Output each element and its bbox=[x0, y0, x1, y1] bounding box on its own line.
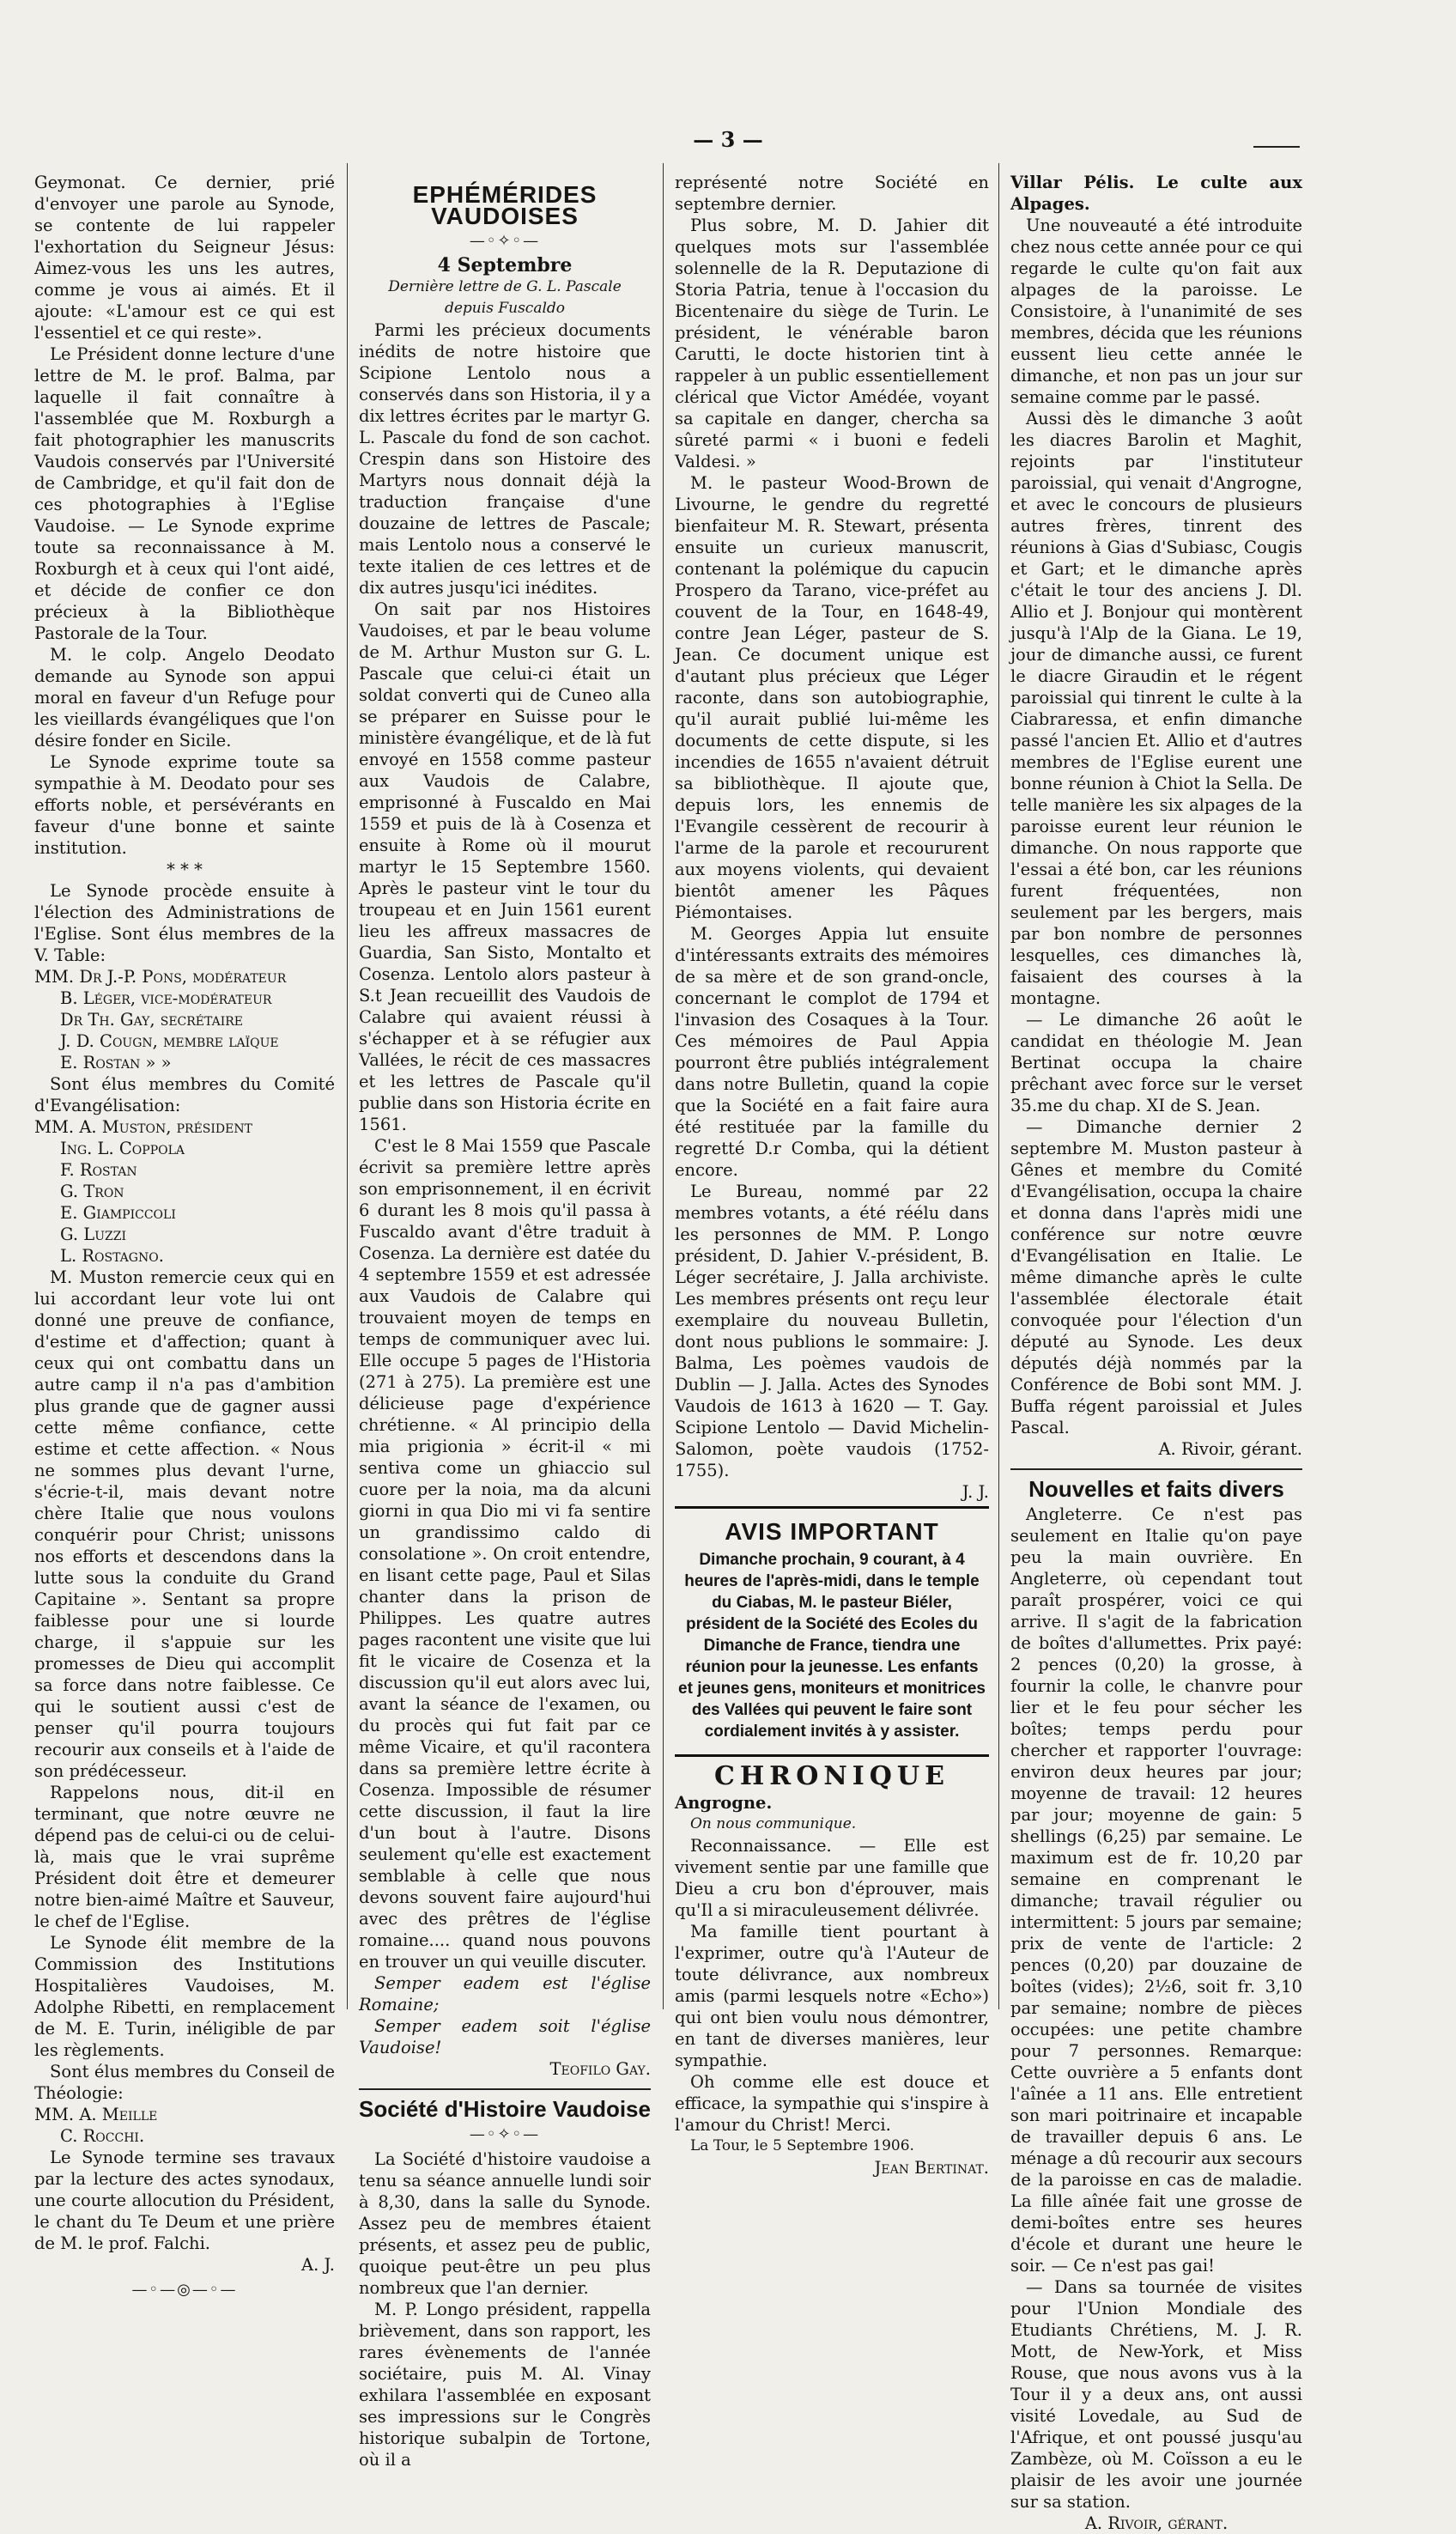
list-item: Dr Th. Gay, secrétaire bbox=[60, 1010, 244, 1030]
paragraph: Le Synode élit membre de la Commission des Institutions Hospitalières Vaudoises, M. Adolphe Ribetti, en remplacement de M. E. Turin, inéligible de par les règlements. bbox=[34, 1933, 335, 2060]
list-item: MM. A. Meille bbox=[34, 2105, 158, 2124]
list-item: C. Rocchi. bbox=[60, 2126, 145, 2146]
ornament-icon: —◦✧◦— bbox=[469, 232, 541, 250]
page-number: — 3 — bbox=[693, 127, 763, 152]
dateline: La Tour, le 5 Septembre 1906. bbox=[690, 2137, 914, 2154]
paragraph: Le Synode exprime toute sa sympathie à M. Deodato pour ses efforts noble, et persévérants en faveur d'une bonne et sainte institution. bbox=[34, 752, 335, 858]
signature: Jean Bertinat. bbox=[874, 2158, 989, 2178]
paragraph: Le Synode termine ses travaux par la lecture des actes synodaux, une courte allocution du Président, le chant du Te Deum et une prière de M. le prof. Falchi. bbox=[34, 2148, 335, 2253]
paragraph: Le Bureau, nommé par 22 membres votants, a été réélu dans les personnes de MM. P. Longo président, D. Jahier V.-président, B. Léger secrétaire, J. Jalla archiviste. Les membres présents ont reçu leur exemplaire du nouveau Bulletin, dont nous publions le sommaire: J. Balma, Les poèmes vaudois de Dublin — J. Jalla. Actes des Synodes Vaudois de 1613 à 1620 — T. Gay. Scipione Lentolo — David Michelin-Salomon, poète vaudois (1752-1755). bbox=[675, 1182, 989, 1480]
signature: J. J. bbox=[962, 1482, 989, 1502]
paragraph: Ma famille tient pourtant à l'exprimer, outre qu'à l'Auteur de toute délivrance, aux nombreux amis (parmi lesquels notre «Echo») qui ont bien voulu nous démontrer, en tant de diverses manières, leur sympathie. bbox=[675, 1922, 989, 2070]
column-rule bbox=[663, 163, 664, 2009]
paragraph: Reconnaissance. — Elle est vivement sentie par une famille que Dieu a cru bon d'éprouver, mais qu'Il a si miraculeusement délivrée. bbox=[675, 1836, 989, 1920]
section-heading: Société d'Histoire Vaudoise bbox=[359, 2096, 651, 2122]
top-rule bbox=[1253, 146, 1300, 148]
notice-box bbox=[675, 1506, 989, 1757]
list-item: Ing. L. Coppola bbox=[60, 1139, 185, 1158]
paragraph: M. Muston remercie ceux qui en lui accordant leur vote lui ont donné une preuve de confiance, d'estime et d'affection; quant à ceux qui ont combattu dans un autre camp il n'a pas d'ambition plus grande que de gagner aussi cette même confiance, cette estime et cette affection. « Nous ne sommes plus devant l'urne, s'écrie-t-il, mais devant notre chère Italie que nous voulons conquérir pour Christ; unissons nos efforts et descendons dans la lutte sous la conduite du Grand Capitaine ». Sentant sa propre faiblesse pour une si lourde charge, il s'appuie sur les promesses de Dieu qui accomplit sa force dans notre faiblesse. Ce qui le soutient aussi c'est de penser qu'il pourra toujours recourir aux conseils et à l'aide de son prédécesseur. bbox=[34, 1267, 335, 1781]
paragraph: — Dimanche dernier 2 septembre M. Muston pasteur à Gênes et membre du Comité d'Evangélisation, occupa la chaire et donna dans l'après midi une conférence sur notre œuvre d'Evangélisation en Italie. Le même dimanche après le culte l'assemblée électorale était convoquée pour l'élection d'un député au Synode. Les deux députés déjà nommés par la Conférence de Bobi sont MM. J. Buffa régent paroissial et Jules Pascal. bbox=[1010, 1117, 1302, 1437]
paragraph: — Le dimanche 26 août le candidat en théologie M. Jean Bertinat occupa la chaire prêchant avec force sur le verset 35.me du chap. XI de S. Jean. bbox=[1010, 1010, 1302, 1115]
subtitle: Dernière lettre de G. L. Pascale bbox=[388, 278, 622, 295]
motto: Semper eadem est l'église Romaine; bbox=[359, 1973, 651, 2014]
ornament-icon: —◦✧◦— bbox=[469, 2125, 541, 2143]
list-item: F. Rostan bbox=[60, 1160, 137, 1180]
paragraph: Sont élus membres du Comité d'Evangélisation: bbox=[34, 1074, 335, 1115]
paragraph: Le Président donne lecture d'une lettre de M. le prof. Balma, par laquelle il fait connaître à l'assemblée que M. Roxburgh a fait photographier les manuscrits Vaudois conservés par l'Université de Cambridge, et qu'il fait don de ces photographies à l'Eglise Vaudoise. — Le Synode exprime toute sa reconnaissance à M. Roxburgh et à ceux qui l'ont aidé, et décide de confier ce don précieux à la Bibliothèque Pastorale de la Tour. bbox=[34, 344, 335, 643]
subtitle: depuis Fuscaldo bbox=[444, 300, 566, 317]
date-heading: 4 Septembre bbox=[437, 254, 573, 276]
signature: A. J. bbox=[301, 2255, 335, 2275]
list-item: MM. A. Muston, président bbox=[34, 1117, 252, 1137]
section-heading: CHRONIQUE bbox=[714, 1761, 949, 1791]
paragraph: représenté notre Société en septembre dernier. bbox=[675, 173, 989, 214]
list-item: J. D. Cougn, membre laïque bbox=[60, 1031, 279, 1051]
column-2 bbox=[359, 172, 651, 2470]
place-heading: Angrogne. bbox=[675, 1793, 773, 1813]
paragraph: Geymonat. Ce dernier, prié d'envoyer une parole au Synode, se contente de lui rappeler l'exhortation du Seigneur Jésus: Aimez-vous les uns les autres, comme je vous ai aimés. Et il ajoute: «L'amour est ce qui est l'essentiel et ce qui reste». bbox=[34, 173, 335, 343]
paragraph: Le Synode procède ensuite à l'élection des Administrations de l'Eglise. Sont élus membres de la V. Table: bbox=[34, 881, 335, 965]
column-1 bbox=[34, 172, 335, 2304]
section-heading: EPHÉMÉRIDES VAUDOISES bbox=[412, 181, 598, 229]
paragraph: Angleterre. Ce n'est pas seulement en Italie qu'on paye peu la main ouvrière. En Angleterre, où cependant tout paraît prospérer, voici ce qui arrive. Il s'agit de la fabrication de boîtes d'allumettes. Prix payé: 2 pences (0,20) la grosse, à fournir la colle, le chanvre pour lier et le feu pour sécher les boîtes; temps perdu pour chercher et rapporter l'ouvrage: environ deux heures par jour; moyenne de travail: 12 heures par jour; moyenne de gain: 5 shellings (6,25) par semaine. Le maximum est de fr. 10,20 par semaine en comprenant le dimanche; travail régulier ou intermittent: 5 jours par semaine; prix de vente de l'article: 2 pences (0,20) par douzaine de boîtes (vides); 2½6, soit fr. 3,10 par semaine; nombre de pièces occupées: une petite chambre pour 7 personnes. Remarque: Cette ouvrière a 5 enfants dont l'aînée a 11 ans. Elle entretient son mari poitrinaire et incapable de travailler depuis 6 ans. Le ménage a dû recourir aux secours de la paroisse en cas de maladie. La fille aînée fait une grosse de demi-boîtes entre ses heures d'école et durant une heure le soir. — Ce n'est pas gai! bbox=[1010, 1504, 1302, 2276]
list-item: G. Luzzi bbox=[60, 1224, 127, 1244]
list-item: B. Léger, vice-modérateur bbox=[60, 988, 272, 1008]
paragraph: Parmi les précieux documents inédits de notre histoire que Scipione Lentolo nous a conservés dans son Historia, il y a dix lettres écrites par le martyr G. L. Pascale du fond de son cachot. Crespin dans son Histoire des Martyrs nous donnait déjà la traduction française d'une douzaine de lettres de Pascale; mais Lentolo nous a conservé le texte italien de ces lettres et de dix autres jusqu'ici inédites. bbox=[359, 320, 651, 598]
paragraph: Une nouveauté a été introduite chez nous cette année pour ce qui regarde le culte qu'on fait aux alpages de la paroisse. Le Consistoire, à l'unanimité de ses membres, décida que les réunions eussent lieu cette année le dimanche, et non pas un jour sur semaine comme par le passé. bbox=[1010, 216, 1302, 407]
stars-separator: * * * bbox=[167, 860, 203, 879]
list-item: G. Tron bbox=[60, 1182, 124, 1201]
list-item: E. Rostan » » bbox=[60, 1053, 172, 1073]
paragraph: Aussi dès le dimanche 3 août les diacres Barolin et Maghit, rejoints par l'instituteur paroissial, qui venait d'Angrogne, et avec le concours de plusieurs autres frères, tinrent des réunions à Gias d'Subiasc, Cougis et Gart; et le dimanche après c'était le tour des anciens J. Dl. Allio et J. Bonjour qui montèrent jusqu'à l'Alp de la Giana. Le 19, jour de dimanche aussi, ce furent le diacre Giraudin et le régent paroissial qui tinrent le culte à la Ciabraressa, et enfin dimanche passé l'ancien Et. Allio et d'autres membres de l'Eglise eurent une bonne réunion à Chiot la Sella. De telle manière les six alpages de la paroisse eurent leur réunion le dimanche. On nous rapporte que l'essai a été bon, car les réunions furent fréquentées, non seulement par les bergers, mais par bon nombre de personnes lesquelles, ces dimanches là, faisaient des courses à la montagne. bbox=[1010, 409, 1302, 1008]
paragraph: — Dans sa tournée de visites pour l'Union Mondiale des Etudiants Chrétiens, M. J. R. Mott, de New-York, et Miss Rouse, que nous avons vus à la Tour il y a deux ans, ont aussi visité Lovedale, au Sud de l'Afrique, et ont poussé jusqu'au Zambèze, où M. Coïsson a eu le plaisir de les avoir une journée sur sa station. bbox=[1010, 2277, 1302, 2512]
motto: Semper eadem soit l'église Vaudoise! bbox=[359, 2016, 651, 2057]
column-4 bbox=[1010, 172, 1302, 2534]
note: On nous communique. bbox=[690, 1815, 857, 1832]
paragraph: Rappelons nous, dit-il en terminant, que notre œuvre ne dépend pas de celui-ci ou de celui-là, mais que le vrai suprême Président doit être et demeurer notre bien-aimé Maître et Sauveur, le chef de l'Eglise. bbox=[34, 1783, 335, 1931]
notice-title: AVIS IMPORTANT bbox=[725, 1518, 939, 1545]
end-ornament: —◦—◎—◦— bbox=[131, 2281, 238, 2299]
paragraph: Plus sobre, M. D. Jahier dit quelques mots sur l'assemblée solennelle de la R. Deputazione di Storia Patria, tenue à l'occasion du Bicentenaire du siège de Turin. Le président, le vénérable baron Carutti, le docte historien tint à rappeler à un public essentiellement clérical que Victor Amédée, voyant sa capitale en danger, chercha sa sûreté parmi « i buoni e fedeli Valdesi. » bbox=[675, 216, 989, 471]
paragraph: M. P. Longo président, rappella brièvement, dans son rapport, les rares évènements de l'année sociétaire, puis M. Al. Vinay exhilara l'assemblée en exposant ses impressions sur le Congrès historique subalpin de Tortone, où il a bbox=[359, 2300, 651, 2470]
paragraph: La Société d'histoire vaudoise a tenu sa séance annuelle lundi soir à 8,30, dans la salle du Synode. Assez peu de membres étaient présents, et assez peu de public, quoique peut-être un peu plus nombreux que l'an dernier. bbox=[359, 2149, 651, 2298]
paragraph: M. Georges Appia lut ensuite d'intéressants extraits des mémoires de sa mère et de son grand-oncle, concernant le complot de 1794 et l'invasion des Cosaques à la Tour. Ces mémoires de Paul Appia pourront être publiés intégralement dans notre Bulletin, quand la copie que la Société en a fait faire aura été restituée par la famille du regretté D.r Comba, qui la détient encore. bbox=[675, 924, 989, 1180]
paragraph: On sait par nos Histoires Vaudoises, et par le beau volume de M. Arthur Muston sur G. L. Pascale que celui-ci était un soldat converti qui de Cuneo alla se préparer en Suisse pour le ministère évangélique, et de là fut envoyé en 1558 comme pasteur aux Vaudois de Calabre, emprisonné à Fuscaldo en Mai 1559 et puis de là à Cosenza et ensuite à Rome où il mourut martyr le 15 Septembre 1560. Après le pasteur vint le tour du troupeau et en Juin 1561 eurent lieu les affreux massacres de Guardia, San Sisto, Montalto et Cosenza. Lentolo alors pasteur à S.t Jean recueillit des Vaudois de Calabre qui avaient réussi à s'échapper et à se réfugier aux Vallées, le récit de ces massacres et les lettres de Pascale qu'il publie dans son Historia écrite en 1561. bbox=[359, 599, 651, 1134]
section-divider bbox=[1010, 1468, 1302, 1470]
list-item: MM. Dr J.-P. Pons, modérateur bbox=[34, 967, 287, 987]
paragraph: Oh comme elle est douce et efficace, la sympathie qui s'inspire à l'amour du Christ! Merci. bbox=[675, 2072, 989, 2135]
notice-body: Dimanche prochain, 9 courant, à 4 heures de l'après-midi, dans le temple du Ciabas, M. le pasteur Biéler, président de la Société des Ecoles du Dimanche de France, tiendra une réunion pour la jeunesse. Les enfants et jeunes gens, moniteurs et monitrices des Vallées qui peuvent le faire sont cordialement invités à y assister. bbox=[678, 1551, 986, 1741]
article-title: Villar Pélis. Le culte aux Alpages. bbox=[1010, 173, 1302, 214]
column-rule bbox=[998, 163, 999, 2009]
list-item: E. Giampiccoli bbox=[60, 1203, 176, 1223]
paragraph: M. le colp. Angelo Deodato demande au Synode son appui moral en faveur d'un Refuge pour les vieillards évangéliques que l'on désire fonder en Sicile. bbox=[34, 645, 335, 750]
section-heading: Nouvelles et faits divers bbox=[1028, 1476, 1284, 1502]
paragraph: M. le pasteur Wood-Brown de Livourne, le gendre du regretté bienfaiteur M. R. Stewart, présenta ensuite un curieux manuscrit, contenant la polémique du capucin Prospero da Tarano, vice-préfet au couvent de la Tour, en 1648-49, contre Jean Léger, pasteur de S. Jean. Ce document unique est d'autant plus précieux que Léger raconte, dans son autobiographie, qu'il aurait publié lui-même les documents de cette dispute, si les incendies de 1655 n'avaient détruit sa bibliothèque. Il ajoute que, depuis lors, les ennemis de l'Evangile cessèrent de recourir à l'arme de la parole et recoururent aux moyens violents, qui devaient bientôt amener les Pâques Piémontaises. bbox=[675, 473, 989, 922]
signature: Teofilo Gay. bbox=[549, 2059, 651, 2079]
signature: A. Rivoir, gérant. bbox=[1158, 1439, 1302, 1459]
list-item: L. Rostagno. bbox=[60, 1246, 164, 1266]
paragraph: C'est le 8 Mai 1559 que Pascale écrivit sa première lettre après son emprisonnement, il en écrivit 6 durant les 8 mois qu'il passa à Fuscaldo avant d'être traduit à Cosenza. La dernière est datée du 4 septembre 1559 et est adressée aux Vaudois de Calabre qui trouvaient moyen de temps en temps de communiquer avec lui. Elle occupe 5 pages de l'Historia (271 à 275). La première est une délicieuse page d'expérience chrétienne. « Al principio della mia prigionia » écrit-il « mi sentiva come un ghiaccio sul cuore per la noia, ma da alcuni giorni in qua Dio mi vi fa sentire un grandissimo caldo di consolatione ». On croit entendre, en lisant cette page, Paul et Silas chanter dans la prison de Philippes. Les quatre autres pages racontent une visite que lui fit le vicaire de Cosenza et la discussion qu'il eut alors avec lui, avant la séance de l'examen, ou du procès qui fut fait par ce même Vicaire, et qu'il racontera dans sa première lettre écrite à Cosenza. Impossible de résumer cette discussion, il faut la lire d'un bout à l'autre. Disons seulement qu'elle est exactement semblable à celle que nous devons souvent faire aujourd'hui avec des prêtres de l'église romaine.... quand nous pouvons en trouver un qui veuille discuter. bbox=[359, 1136, 651, 1972]
section-divider bbox=[359, 2088, 651, 2090]
signature: A. Rivoir, gérant. bbox=[1084, 2513, 1228, 2533]
paragraph: Sont élus membres du Conseil de Théologie: bbox=[34, 2062, 335, 2103]
column-3 bbox=[675, 172, 989, 2179]
column-rule bbox=[347, 163, 348, 2009]
